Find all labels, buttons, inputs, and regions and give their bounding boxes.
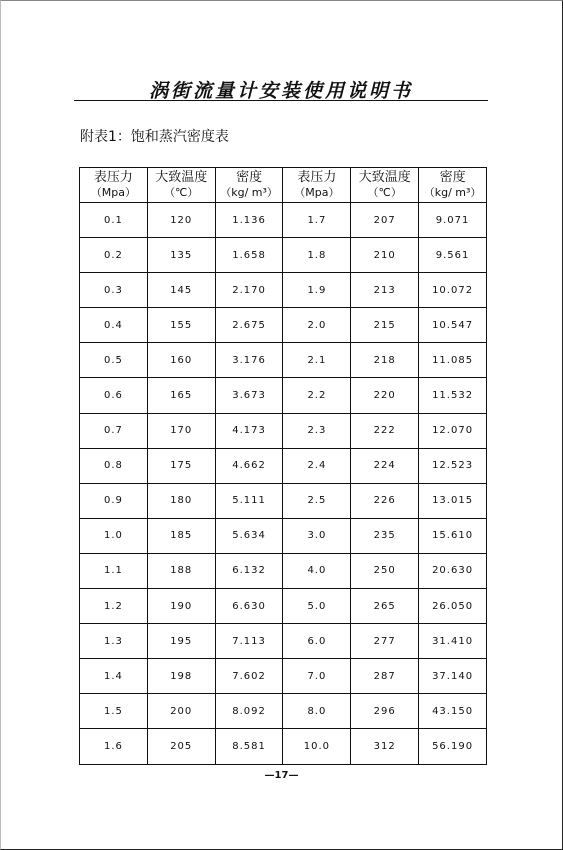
density-cell: 15.610 xyxy=(419,518,487,553)
temperature-cell: 160 xyxy=(147,343,215,378)
density-cell: 3.673 xyxy=(215,378,283,413)
table-row xyxy=(80,483,487,518)
table-row xyxy=(80,378,487,413)
temperature-cell: 188 xyxy=(147,553,215,588)
pressure-cell: 1.9 xyxy=(283,273,351,308)
pressure-cell: 0.5 xyxy=(80,343,148,378)
pressure-cell: 2.4 xyxy=(283,448,351,483)
density-cell: 20.630 xyxy=(419,553,487,588)
pressure-cell: 2.3 xyxy=(283,413,351,448)
density-cell: 12.523 xyxy=(419,448,487,483)
table-row xyxy=(80,343,487,378)
density-cell: 26.050 xyxy=(419,589,487,624)
density-cell: 9.561 xyxy=(419,238,487,273)
density-cell: 6.132 xyxy=(215,553,283,588)
density-cell: 37.140 xyxy=(419,659,487,694)
density-cell: 4.173 xyxy=(215,413,283,448)
table-row xyxy=(80,413,487,448)
table-caption: 附表1：饱和蒸汽密度表 xyxy=(80,129,229,145)
temperature-cell: 235 xyxy=(351,518,419,553)
density-cell: 5.111 xyxy=(215,483,283,518)
density-cell: 8.581 xyxy=(215,729,283,764)
pressure-cell: 0.1 xyxy=(80,203,148,238)
table-row xyxy=(80,238,487,273)
temperature-cell: 226 xyxy=(351,483,419,518)
column-header-pressure: 表压力 （Mpa） xyxy=(80,168,148,203)
pressure-cell: 6.0 xyxy=(283,624,351,659)
density-cell: 13.015 xyxy=(419,483,487,518)
pressure-cell: 0.4 xyxy=(80,308,148,343)
temperature-cell: 250 xyxy=(351,553,419,588)
table-row xyxy=(80,624,487,659)
pressure-cell: 2.1 xyxy=(283,343,351,378)
density-cell: 56.190 xyxy=(419,729,487,764)
density-cell: 43.150 xyxy=(419,694,487,729)
temperature-cell: 224 xyxy=(351,448,419,483)
pressure-cell: 4.0 xyxy=(283,553,351,588)
pressure-cell: 2.0 xyxy=(283,308,351,343)
temperature-cell: 205 xyxy=(147,729,215,764)
density-cell: 1.658 xyxy=(215,238,283,273)
density-cell: 6.630 xyxy=(215,589,283,624)
pressure-cell: 7.0 xyxy=(283,659,351,694)
pressure-cell: 8.0 xyxy=(283,694,351,729)
table-row xyxy=(80,729,487,764)
temperature-cell: 135 xyxy=(147,238,215,273)
density-cell: 2.675 xyxy=(215,308,283,343)
temperature-cell: 287 xyxy=(351,659,419,694)
header-rule xyxy=(74,100,488,101)
temperature-cell: 265 xyxy=(351,589,419,624)
pressure-cell: 1.3 xyxy=(80,624,148,659)
pressure-cell: 0.2 xyxy=(80,238,148,273)
temperature-cell: 190 xyxy=(147,589,215,624)
pressure-cell: 5.0 xyxy=(283,589,351,624)
temperature-cell: 175 xyxy=(147,448,215,483)
density-cell: 7.602 xyxy=(215,659,283,694)
table-row xyxy=(80,448,487,483)
table-row xyxy=(80,589,487,624)
column-header-density: 密度 （kg/ m³） xyxy=(215,168,283,203)
density-cell: 12.070 xyxy=(419,413,487,448)
density-cell: 10.547 xyxy=(419,308,487,343)
density-cell: 9.071 xyxy=(419,203,487,238)
density-cell: 5.634 xyxy=(215,518,283,553)
pressure-cell: 1.6 xyxy=(80,729,148,764)
temperature-cell: 210 xyxy=(351,238,419,273)
pressure-cell: 1.4 xyxy=(80,659,148,694)
pressure-cell: 1.0 xyxy=(80,518,148,553)
column-header-temperature: 大致温度 （℃） xyxy=(147,168,215,203)
temperature-cell: 277 xyxy=(351,624,419,659)
document-header-title: 涡街流量计安装使用说明书 xyxy=(148,80,413,102)
pressure-cell: 0.3 xyxy=(80,273,148,308)
table-row xyxy=(80,553,487,588)
pressure-cell: 1.1 xyxy=(80,553,148,588)
temperature-cell: 180 xyxy=(147,483,215,518)
density-cell: 11.085 xyxy=(419,343,487,378)
temperature-cell: 200 xyxy=(147,694,215,729)
temperature-cell: 213 xyxy=(351,273,419,308)
temperature-cell: 215 xyxy=(351,308,419,343)
temperature-cell: 218 xyxy=(351,343,419,378)
pressure-cell: 10.0 xyxy=(283,729,351,764)
pressure-cell: 3.0 xyxy=(283,518,351,553)
density-cell: 1.136 xyxy=(215,203,283,238)
pressure-cell: 0.7 xyxy=(80,413,148,448)
density-cell: 10.072 xyxy=(419,273,487,308)
page-number: —17— xyxy=(264,770,299,781)
steam-density-table xyxy=(79,167,487,765)
pressure-cell: 1.8 xyxy=(283,238,351,273)
table-row xyxy=(80,518,487,553)
column-header-pressure: 表压力 （Mpa） xyxy=(283,168,351,203)
density-cell: 7.113 xyxy=(215,624,283,659)
pressure-cell: 2.2 xyxy=(283,378,351,413)
temperature-cell: 207 xyxy=(351,203,419,238)
density-cell: 4.662 xyxy=(215,448,283,483)
density-cell: 31.410 xyxy=(419,624,487,659)
pressure-cell: 1.2 xyxy=(80,589,148,624)
table-row xyxy=(80,308,487,343)
density-cell: 3.176 xyxy=(215,343,283,378)
density-cell: 8.092 xyxy=(215,694,283,729)
temperature-cell: 195 xyxy=(147,624,215,659)
density-cell: 2.170 xyxy=(215,273,283,308)
temperature-cell: 155 xyxy=(147,308,215,343)
pressure-cell: 0.6 xyxy=(80,378,148,413)
table-header-row xyxy=(80,168,487,203)
table-row xyxy=(80,694,487,729)
table-row xyxy=(80,659,487,694)
temperature-cell: 198 xyxy=(147,659,215,694)
pressure-cell: 1.5 xyxy=(80,694,148,729)
temperature-cell: 185 xyxy=(147,518,215,553)
temperature-cell: 120 xyxy=(147,203,215,238)
table-row xyxy=(80,203,487,238)
temperature-cell: 170 xyxy=(147,413,215,448)
column-header-density: 密度 （kg/ m³） xyxy=(419,168,487,203)
temperature-cell: 312 xyxy=(351,729,419,764)
pressure-cell: 0.9 xyxy=(80,483,148,518)
table-row xyxy=(80,273,487,308)
pressure-cell: 1.7 xyxy=(283,203,351,238)
temperature-cell: 145 xyxy=(147,273,215,308)
temperature-cell: 296 xyxy=(351,694,419,729)
pressure-cell: 0.8 xyxy=(80,448,148,483)
column-header-temperature: 大致温度 （℃） xyxy=(351,168,419,203)
temperature-cell: 220 xyxy=(351,378,419,413)
density-cell: 11.532 xyxy=(419,378,487,413)
temperature-cell: 222 xyxy=(351,413,419,448)
temperature-cell: 165 xyxy=(147,378,215,413)
pressure-cell: 2.5 xyxy=(283,483,351,518)
